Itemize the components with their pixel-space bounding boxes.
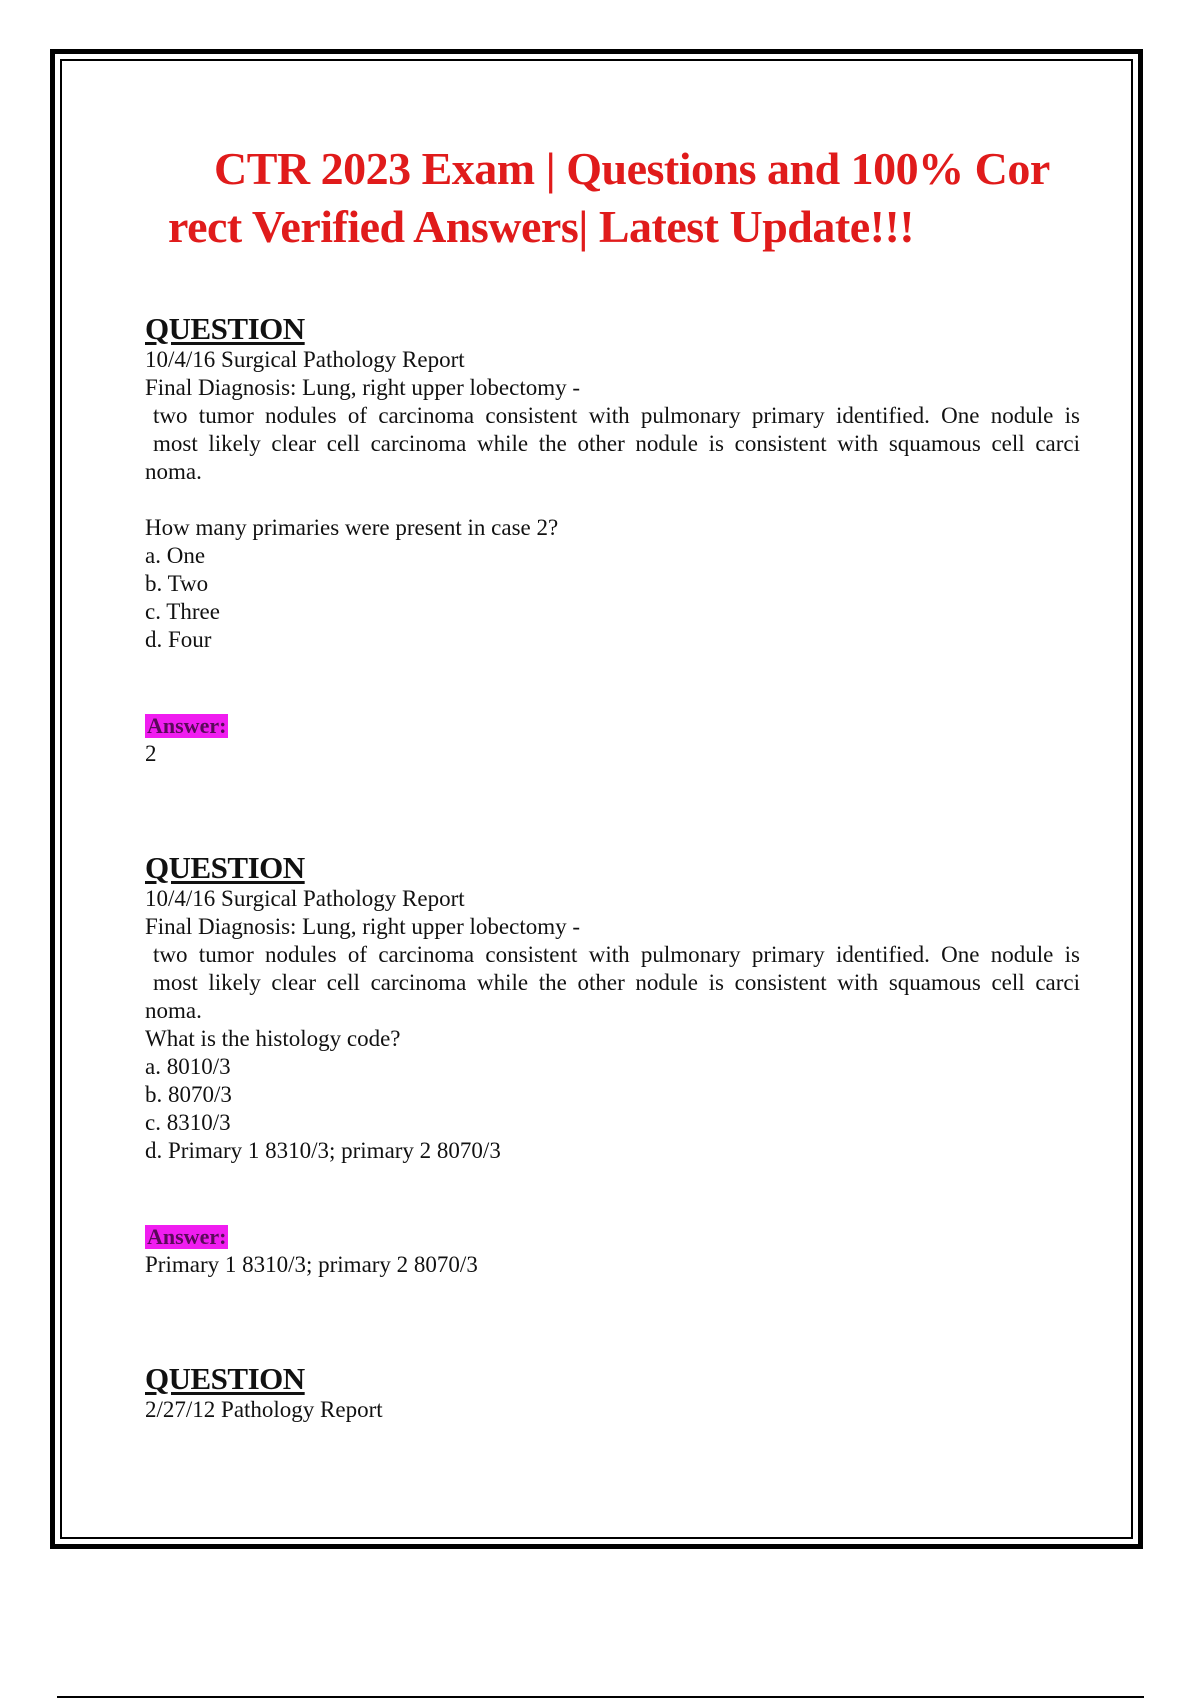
question-text-line: Final Diagnosis: Lung, right upper lobectomy - <box>145 914 581 939</box>
answer-option: d. Primary 1 8310/3; primary 2 8070/3 <box>145 1138 501 1163</box>
question-block-3 <box>145 1362 1080 1424</box>
question-text-line: most likely clear cell carcinoma while the other nodule is consistent with squamous cell carci <box>153 431 1080 456</box>
question-text-line: two tumor nodules of carcinoma consistent with pulmonary primary identified. One nodule is <box>153 942 1080 967</box>
answer-option: a. One <box>145 543 206 568</box>
question-heading: QUESTION <box>145 311 305 346</box>
page-border <box>50 49 1143 1549</box>
question-text-line: 10/4/16 Surgical Pathology Report <box>145 886 465 911</box>
answer-value: Primary 1 8310/3; primary 2 8070/3 <box>145 1252 478 1277</box>
question-heading: QUESTION <box>145 1361 305 1396</box>
question-prompt: How many primaries were present in case 2? <box>145 515 559 540</box>
answer-label: Answer: <box>147 1224 227 1249</box>
question-text-line: noma. <box>145 459 202 484</box>
answer-label: Answer: <box>147 713 227 738</box>
answer-option: b. 8070/3 <box>145 1082 232 1107</box>
title-line-1: CTR 2023 Exam | Questions and 100% Cor <box>214 143 1050 194</box>
question-text-line: noma. <box>145 998 202 1023</box>
title-line-2: rect Verified Answers| Latest Update!!! <box>168 201 915 252</box>
answer-option: a. 8010/3 <box>145 1054 231 1079</box>
question-block-2 <box>145 851 1080 1279</box>
question-prompt: What is the histology code? <box>145 1026 401 1051</box>
footer-rule <box>57 1696 1144 1698</box>
question-block-1 <box>145 312 1080 768</box>
question-text-line: two tumor nodules of carcinoma consistent with pulmonary primary identified. One nodule is <box>153 403 1080 428</box>
answer-option: b. Two <box>145 571 209 596</box>
document-title <box>168 140 1108 256</box>
question-text-line: 2/27/12 Pathology Report <box>145 1397 383 1422</box>
answer-option: d. Four <box>145 627 212 652</box>
page-border-inner <box>60 59 1133 1539</box>
question-text-line: most likely clear cell carcinoma while the other nodule is consistent with squamous cell carci <box>153 970 1080 995</box>
answer-value: 2 <box>145 741 157 766</box>
question-text-line: 10/4/16 Surgical Pathology Report <box>145 347 465 372</box>
question-text-line: Final Diagnosis: Lung, right upper lobectomy - <box>145 375 581 400</box>
answer-option: c. 8310/3 <box>145 1110 231 1135</box>
question-heading: QUESTION <box>145 850 305 885</box>
answer-option: c. Three <box>145 599 220 624</box>
